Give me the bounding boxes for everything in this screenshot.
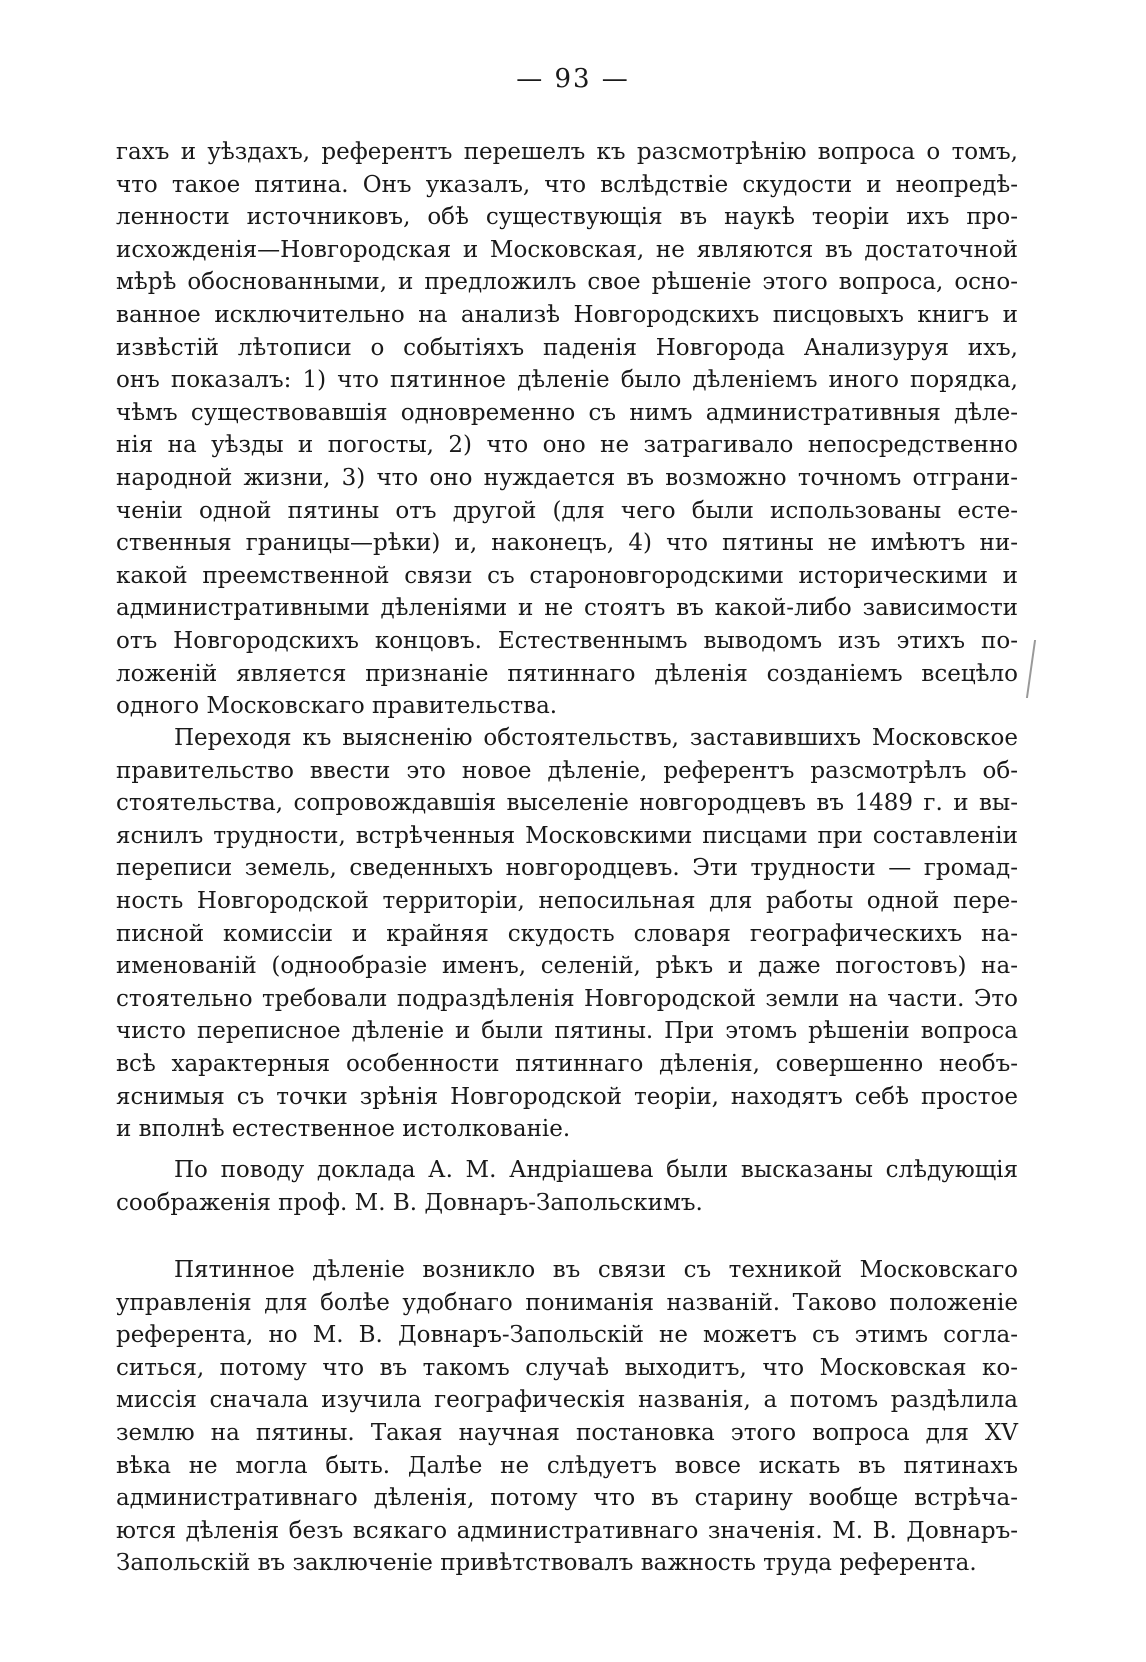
- text-line: миссія сначала изучила географическія названія, а потомъ раздѣлила: [116, 1387, 1018, 1414]
- text-line: ванное исключительно на анализѣ Новгородскихъ писцовыхъ книгъ и: [116, 301, 1018, 328]
- text-line: исхожденія—Новгородская и Московская, не являются въ достаточной: [116, 236, 1018, 263]
- text-line: административными дѣленіями и не стоятъ въ какой-либо зависимости: [116, 595, 1018, 622]
- paragraph-3: [116, 1154, 1018, 1219]
- text-line: именованій (однообразіе именъ, селеній, рѣкъ и даже погостовъ) на-: [116, 953, 1018, 980]
- text-line: землю на пятины. Такая научная постановка этого вопроса для XV: [116, 1419, 1018, 1446]
- text-line: всѣ характерныя особенности пятиннаго дѣленія, совершенно необъ-: [116, 1050, 1018, 1077]
- text-line: По поводу доклада А. М. Андріашева были высказаны слѣдующія: [174, 1157, 1018, 1183]
- paragraph-1: [116, 136, 1018, 723]
- text-line: яснимыя съ точки зрѣнія Новгородской теоріи, находятъ себѣ простое: [116, 1083, 1018, 1110]
- text-line: яснилъ трудности, встрѣченныя Московскими писцами при составленіи: [116, 822, 1018, 849]
- text-line: ложеній является признаніе пятиннаго дѣленія созданіемъ всецѣло: [116, 660, 1018, 687]
- text-line: нія на уѣзды и погосты, 2) что оно не затрагивало непосредственно: [116, 432, 1018, 459]
- paragraph-2: [116, 722, 1018, 1146]
- text-line: административнаго дѣленія, потому что въ старину вообще встрѣча-: [116, 1485, 1018, 1512]
- text-line: стоятельства, сопровождавшія выселеніе новгородцевъ въ 1489 г. и вы-: [116, 790, 1018, 817]
- text-line: чисто переписное дѣленіе и были пятины. При этомъ рѣшеніи вопроса: [116, 1018, 1018, 1045]
- text-line: ются дѣленія безъ всякаго административнаго значенія. М. В. Довнаръ-: [116, 1517, 1018, 1544]
- paragraph-4: [116, 1254, 1018, 1580]
- text-line: ситься, потому что въ такомъ случаѣ выходитъ, что Московская ко-: [116, 1354, 1018, 1381]
- text-line: извѣстій лѣтописи о событіяхъ паденія Новгорода Анализуруя ихъ,: [116, 334, 1018, 361]
- text-line: что такое пятина. Онъ указалъ, что вслѣдствіе скудости и неопредѣ-: [116, 171, 1018, 198]
- text-line: писной комиссіи и крайняя скудость словаря географическихъ на-: [116, 920, 1018, 947]
- text-line: переписи земель, сведенныхъ новгородцевъ. Эти трудности — громад-: [116, 855, 1018, 882]
- text-line: управленія для болѣе удобнаго пониманія названій. Таково положеніе: [116, 1289, 1018, 1316]
- margin-pencil-mark: [1026, 640, 1036, 698]
- text-line: народной жизни, 3) что оно нуждается въ возможно точномъ отграни-: [116, 464, 1018, 491]
- text-line: онъ показалъ: 1) что пятинное дѣленіе было дѣленіемъ иного порядка,: [116, 367, 1018, 394]
- text-line: Переходя къ выясненію обстоятельствъ, заставившихъ Московское: [174, 725, 1018, 751]
- text-line: и вполнѣ естественное истолкованіе.: [116, 1116, 571, 1143]
- text-line: ность Новгородской территоріи, непосильная для работы одной пере-: [116, 887, 1018, 914]
- text-line: ченіи одной пятины отъ другой (для чего были использованы есте-: [116, 497, 1018, 524]
- page-number: — 93 —: [516, 64, 630, 94]
- text-line: ленности источниковъ, обѣ существующія въ наукѣ теоріи ихъ про-: [116, 204, 1018, 231]
- text-line: отъ Новгородскихъ концовъ. Естественнымъ выводомъ изъ этихъ по-: [116, 627, 1018, 654]
- text-line: вѣка не могла быть. Далѣе не слѣдуетъ вовсе искать въ пятинахъ: [116, 1452, 1018, 1479]
- text-line: стоятельно требовали подраздѣленія Новгородской земли на части. Это: [116, 985, 1018, 1012]
- text-line: гахъ и уѣздахъ, референтъ перешелъ къ разсмотрѣнію вопроса о томъ,: [116, 139, 1018, 165]
- text-line: соображенія проф. М. В. Довнаръ-Запольскимъ.: [116, 1189, 703, 1216]
- text-line: Пятинное дѣленіе возникло въ связи съ техникой Московскаго: [174, 1257, 1018, 1283]
- text-line: чѣмъ существовавшія одновременно съ нимъ административныя дѣле-: [116, 399, 1018, 426]
- text-line: Запольскій въ заключеніе привѣтствовалъ важность труда референта.: [116, 1550, 977, 1577]
- text-line: мѣрѣ обоснованными, и предложилъ свое рѣшеніе этого вопроса, осно-: [116, 269, 1018, 296]
- text-line: какой преемственной связи съ староновгородскими историческими и: [116, 562, 1018, 589]
- text-line: ственныя границы—рѣки) и, наконецъ, 4) что пятины не имѣютъ ни-: [116, 530, 1018, 557]
- text-line: правительство ввести это новое дѣленіе, референтъ разсмотрѣлъ об-: [116, 757, 1018, 784]
- text-line: референта, но М. В. Довнаръ-Запольскій не можетъ съ этимъ согла-: [116, 1322, 1018, 1349]
- text-line: одного Московскаго правительства.: [116, 693, 558, 720]
